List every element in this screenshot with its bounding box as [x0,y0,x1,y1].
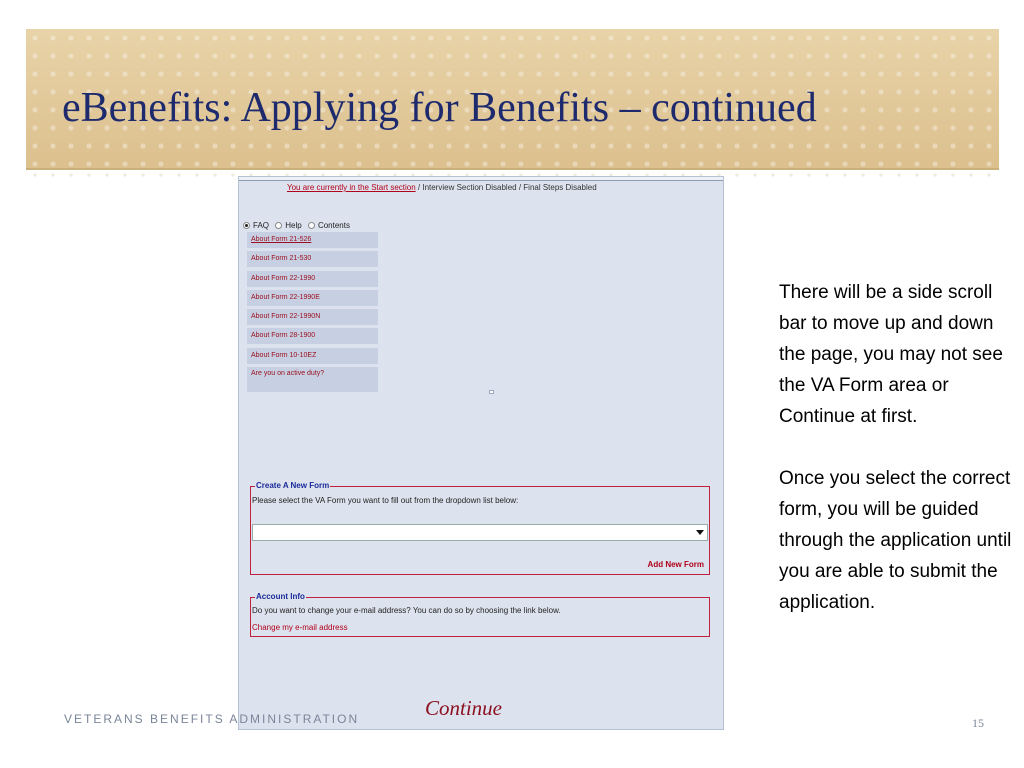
radio-contents-label: Contents [317,221,350,230]
radio-faq-dot[interactable] [243,222,250,229]
radio-faq[interactable] [243,221,269,230]
change-email-link[interactable]: Change my e-mail address [252,623,348,632]
ebenefits-screenshot [238,176,724,730]
faq-item-28-1900[interactable]: About Form 28-1900 [247,328,378,344]
note-paragraph-2: Once you select the correct form, you will be guided through the application until you are able to submit the application. [779,468,1012,613]
slide-title: eBenefits: Applying for Benefits – continued [62,85,817,131]
faq-item-active-duty[interactable]: Are you on active duty? [247,367,378,392]
help-mode-radios [243,221,354,231]
radio-contents-dot[interactable] [308,222,315,229]
resize-handle-icon [489,390,494,394]
radio-help-label: Help [285,221,302,230]
faq-item-21-526[interactable]: About Form 21-526 [247,232,378,248]
account-info-description: Do you want to change your e-mail address? You can do so by choosing the link below. [252,606,561,615]
continue-button[interactable]: Continue [425,696,502,720]
account-info-legend: Account Info [256,592,305,601]
faq-item-10-10ez[interactable]: About Form 10-10EZ [247,348,378,364]
page-number: 15 [972,716,984,730]
screenshot-top-bar [239,177,723,181]
add-new-form-button[interactable]: Add New Form [647,560,704,569]
va-form-dropdown[interactable] [252,524,708,541]
create-form-fieldset [250,481,710,575]
faq-list [247,232,378,395]
account-info-fieldset [250,592,710,637]
chevron-down-icon[interactable] [696,530,704,535]
create-form-legend: Create A New Form [256,481,330,490]
radio-contents[interactable] [308,221,350,230]
radio-faq-label: FAQ [253,221,270,230]
create-form-description: Please select the VA Form you want to fill out from the dropdown list below: [252,496,519,505]
instruction-note [779,277,1019,618]
faq-item-22-1990e[interactable]: About Form 22-1990E [247,290,378,306]
current-section-link[interactable]: You are currently in the Start section [287,183,416,192]
note-paragraph-1: There will be a side scroll bar to move up and down the page, you may not see the VA Form area or Continue at first. [779,282,1003,427]
radio-help[interactable] [275,221,301,230]
breadcrumb-rest: / Interview Section Disabled / Final Steps Disabled [415,183,597,192]
footer-text: VETERANS BENEFITS ADMINISTRATION [64,712,360,726]
radio-help-dot[interactable] [275,222,282,229]
faq-item-22-1990n[interactable]: About Form 22-1990N [247,309,378,325]
section-breadcrumb [287,183,717,192]
faq-item-21-530[interactable]: About Form 21-530 [247,251,378,267]
faq-item-22-1990[interactable]: About Form 22-1990 [247,271,378,287]
